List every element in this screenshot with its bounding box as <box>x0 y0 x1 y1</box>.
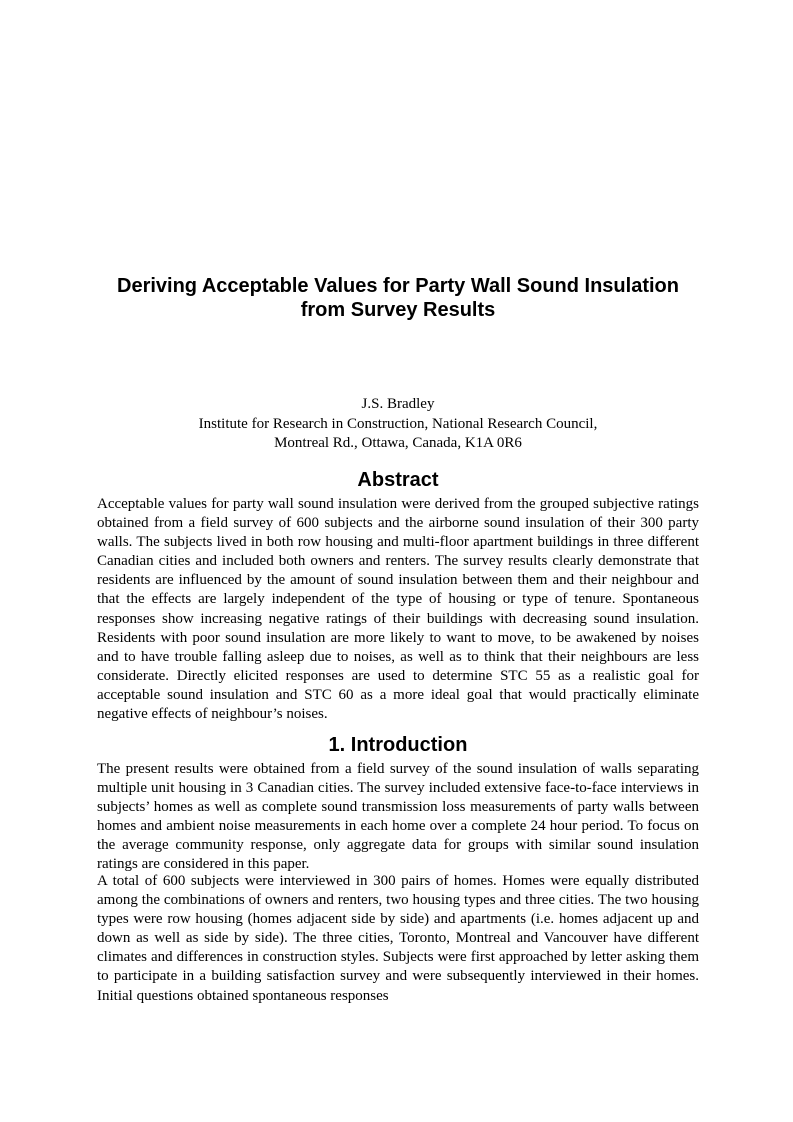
abstract-text: Acceptable values for party wall sound insulation were derived from the grouped subjective ratings obtained from a field survey of 600 subjects and the airborne sound insulation of their 300 party walls. The subjects lived in both row housing and multi-floor apartment buildings in three different Canadian cities and included both owners and renters. The survey results clearly demonstrate that residents are influenced by the amount of sound insulation between them and their neighbour and that the effects are largely independent of the type of housing or type of tenure. Spontaneous responses show increasing negative ratings of their buildings with decreasing sound insulation. Residents with poor sound insulation are more likely to want to move, to be awakened by noises and to have trouble falling asleep due to noises, as well as to think that their neighbours are less considerate. Directly elicited responses are used to determine STC 55 as a realistic goal for acceptable sound insulation and STC 60 as a more ideal goal that would practically eliminate negative effects of neighbour’s noises. <box>97 496 699 723</box>
paper-title-line-2: from Survey Results <box>300 299 496 321</box>
introduction-heading: 1. Introduction <box>328 734 468 756</box>
author-name: J.S. Bradley <box>361 396 435 412</box>
paper-title <box>97 274 699 322</box>
introduction-paragraph-2: A total of 600 subjects were interviewed in 300 pairs of homes. Homes were equally distributed among the combinations of owners and renters, two housing types and three cities. The two housing types were row housing (homes adjacent side by side) and apartments (i.e. homes adjacent up and down as well as side by side). The three cities, Toronto, Montreal and Vancouver have different climates and differences in construction styles. Subjects were first approached by letter asking them to participate in a building satisfaction survey and were subsequently interviewed in their homes. Initial questions obtained spontaneous responses <box>97 873 699 1004</box>
introduction-paragraph-1: The present results were obtained from a field survey of the sound insulation of walls separating multiple unit housing in 3 Canadian cities. The survey included extensive face-to-face interviews in subjects’ homes as well as complete sound transmission loss measurements of party walls between homes and ambient noise measurements in each home over a complete 24 hour period. To focus on the average community response, only aggregate data for groups with similar sound insulation ratings are considered in this paper. <box>97 761 699 873</box>
author-block <box>97 395 699 454</box>
paper-title-line-1: Deriving Acceptable Values for Party Wall Sound Insulation <box>117 275 679 297</box>
abstract-heading: Abstract <box>357 469 439 491</box>
affiliation-line-1: Institute for Research in Construction, National Research Council, <box>198 415 598 432</box>
affiliation-line-2: Montreal Rd., Ottawa, Canada, K1A 0R6 <box>274 435 522 451</box>
